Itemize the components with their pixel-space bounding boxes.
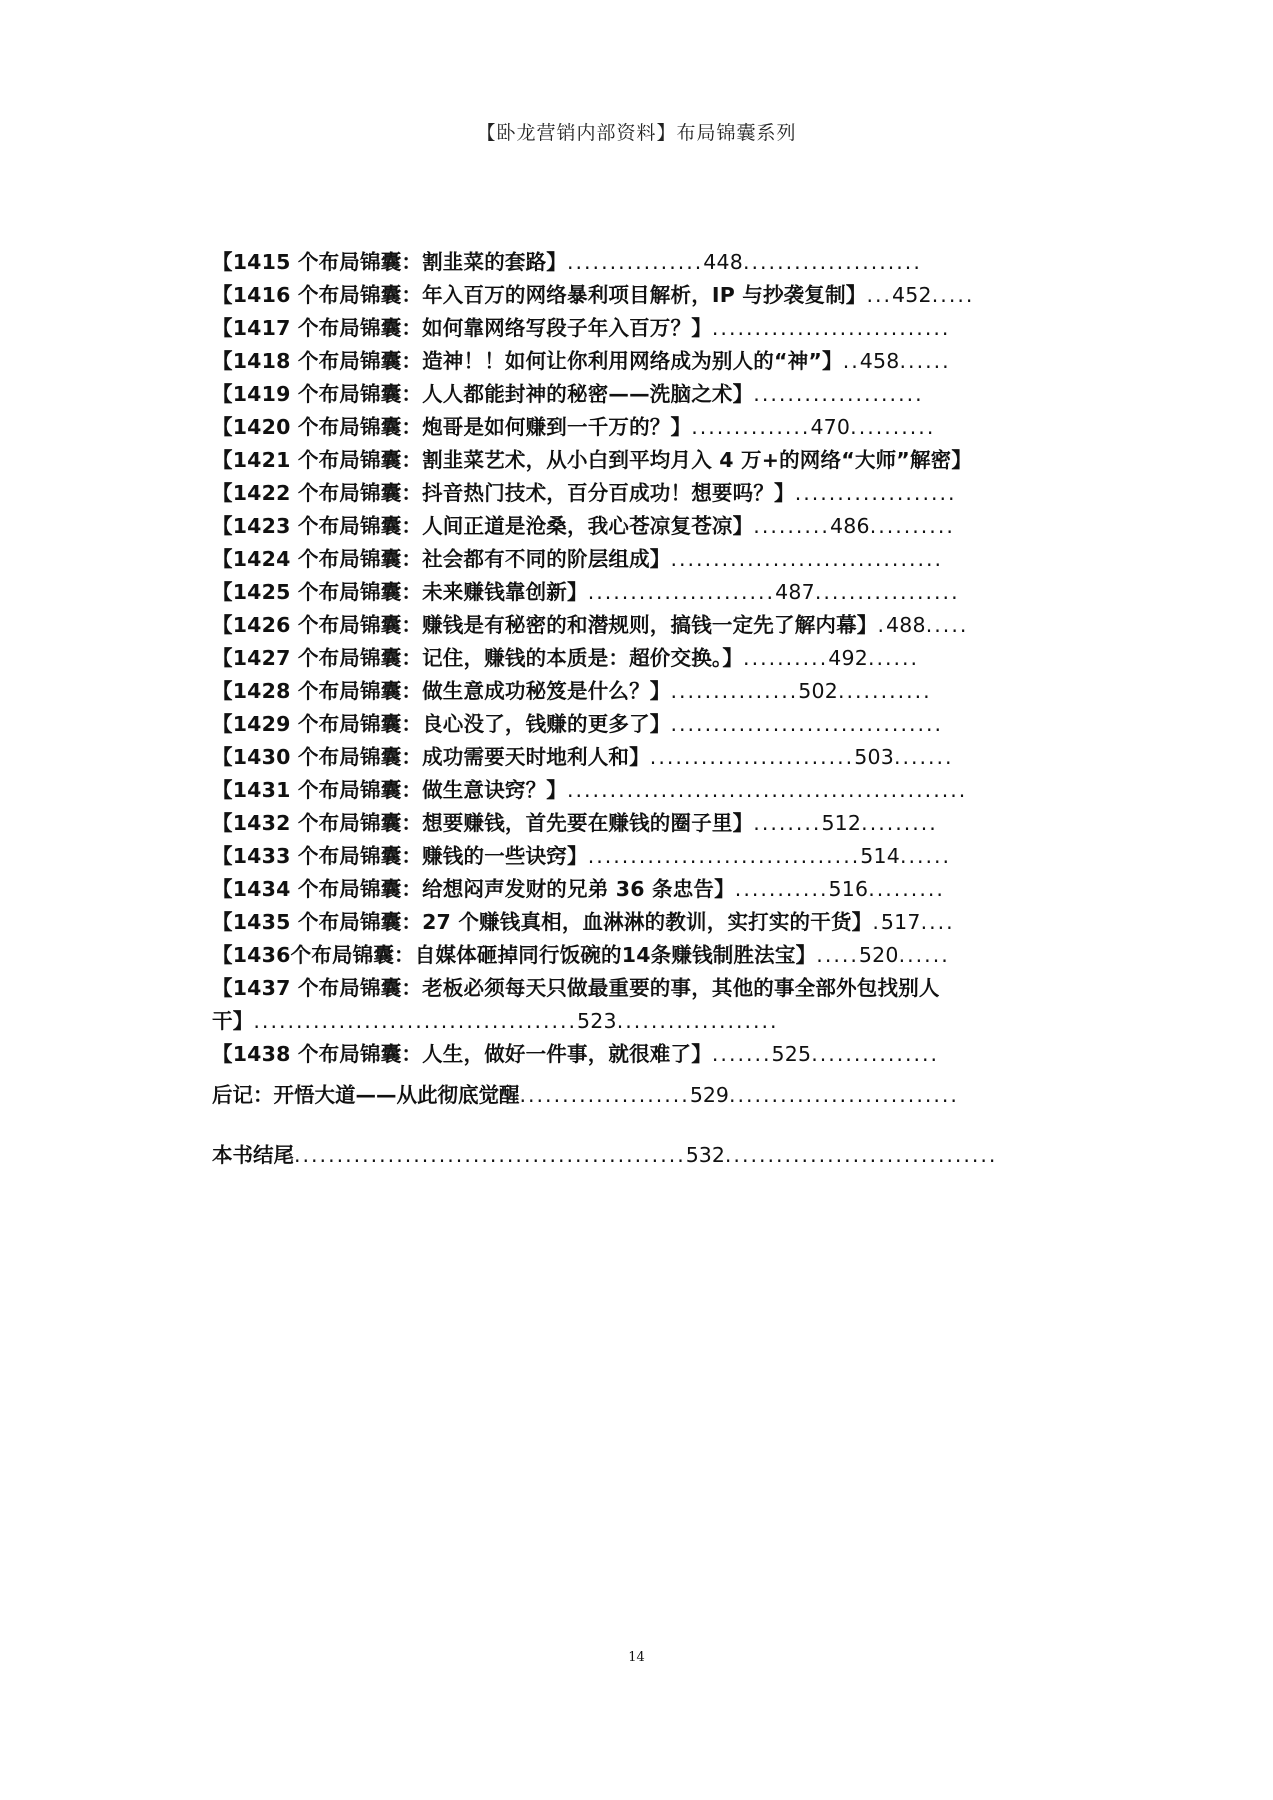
entry-page-number: 517 [880,910,921,934]
leader-dots: ......... [753,514,830,538]
entry-page-number: 514 [860,844,900,868]
leader-dots: ................................ [670,547,944,571]
leader-dots: . [877,613,887,637]
leader-dots: ............................ [711,316,951,340]
toc-entry [212,1038,1068,1071]
leader-dots: ........................ [649,745,855,769]
leader-dots: ......... [868,877,945,901]
toc-entry [212,840,1068,873]
entry-title: 【1433 个布局锦囊：赚钱的一些诀窍】 [212,844,588,868]
toc-entry [212,246,1068,279]
toc-entry [212,708,1068,741]
leader-dots: ...... [867,646,920,670]
entry-page-number: 488 [886,613,926,637]
toc-entry [212,444,1068,477]
leader-dots: ............................................... [567,778,968,802]
entry-title: 【1417 个布局锦囊：如何靠网络写段子年入百万？】 [212,316,712,340]
entry-page-number: 520 [858,943,899,967]
toc-entry [212,345,1068,378]
toc-entry [212,378,1068,411]
toc-entry [212,477,1068,510]
entry-title: 【1424 个布局锦囊：社会都有不同的阶层组成】 [212,547,671,571]
leader-dots: .................... [519,1083,690,1107]
leader-dots: ..... [931,283,975,307]
page-number: 14 [628,1650,645,1665]
toc-entry [212,972,1068,1005]
entry-title: 【1415 个布局锦囊：割韭菜的套路】 [212,250,567,274]
toc-entry [212,807,1068,840]
leader-dots: ................................ [670,712,944,736]
leader-dots: ........................... [728,1083,959,1107]
leader-dots: ........ [753,811,822,835]
leader-dots: ................... [794,481,957,505]
entry-title: 【1427 个布局锦囊：记住，赚钱的本质是：超价交换。】 [212,646,744,670]
leader-dots: ................... [616,1009,779,1033]
entry-title: 【1432 个布局锦囊：想要赚钱，首先要在赚钱的圈子里】 [212,811,754,835]
leader-dots: ..................... [743,250,922,274]
toc-entry [212,675,1068,708]
entry-title: 【1426 个布局锦囊：赚钱是有秘密的和潜规则，搞钱一定先了解内幕】 [212,613,878,637]
leader-dots: ...................................... [253,1009,578,1033]
entry-page-number: 525 [771,1042,812,1066]
leader-dots: . [872,910,881,934]
toc-entry [212,939,1068,972]
entry-title: 【1434 个布局锦囊：给想闷声发财的兄弟 36 条忠告】 [212,877,735,901]
entry-page-number: 470 [810,415,851,439]
entry-title: 【1420 个布局锦囊：炮哥是如何赚到一千万的？】 [212,415,692,439]
entry-title: 【1436个布局锦囊：自媒体砸掉同行饭碗的14条赚钱制胜法宝】 [212,943,817,967]
entry-page-number: 458 [859,349,900,373]
toc-entry [212,1005,1068,1038]
entry-page-number: 452 [892,283,932,307]
toc-entry [212,576,1068,609]
leader-dots: .............. [691,415,811,439]
entry-page-number: 448 [703,250,743,274]
entry-page-number: 487 [775,580,815,604]
table-of-contents [212,246,1068,1071]
leader-dots: ....... [893,745,954,769]
leader-dots: ..... [925,613,969,637]
toc-entry [212,543,1068,576]
entry-title: 【1416 个布局锦囊：年入百万的网络暴利项目解析，IP 与抄袭复制】 [212,283,867,307]
leader-dots: .. [842,349,860,373]
entry-title: 后记：开悟大道——从此彻底觉醒 [212,1083,520,1107]
entry-title: 干】 [212,1009,254,1033]
toc-ending-entry [212,1138,1068,1172]
entry-page-number: 529 [689,1083,729,1107]
leader-dots: .............................................. [294,1143,686,1167]
leader-dots: ..... [816,943,859,967]
toc-entry [212,411,1068,444]
leader-dots: ...... [899,844,952,868]
toc-entry [212,774,1068,807]
leader-dots: .......... [850,415,936,439]
entry-title: 【1425 个布局锦囊：未来赚钱靠创新】 [212,580,588,604]
entry-page-number: 486 [829,514,870,538]
leader-dots: ...... [898,943,950,967]
entry-title: 【1431 个布局锦囊：做生意诀窍？】 [212,778,567,802]
entry-title: 【1428 个布局锦囊：做生意成功秘笈是什么？】 [212,679,671,703]
entry-title: 【1435 个布局锦囊：27 个赚钱真相，血淋淋的教训，实打实的干货】 [212,910,873,934]
leader-dots: ................................ [724,1143,998,1167]
entry-page-number: 523 [577,1009,617,1033]
toc-entry [212,873,1068,906]
leader-dots: ...................... [587,580,776,604]
entry-page-number: 503 [854,745,894,769]
entry-title: 【1430 个布局锦囊：成功需要天时地利人和】 [212,745,650,769]
entry-title: 【1422 个布局锦囊：抖音热门技术，百分百成功！想要吗？】 [212,481,795,505]
leader-dots: ....... [711,1042,772,1066]
leader-dots: .................... [753,382,924,406]
leader-dots: ............... [811,1042,940,1066]
entry-page-number: 512 [821,811,862,835]
leader-dots: ...... [899,349,951,373]
entry-title: 本书结尾 [212,1143,294,1167]
entry-page-number: 502 [798,679,838,703]
leader-dots: ... [866,283,893,307]
leader-dots: ................................ [587,844,861,868]
running-header: 【卧龙营销内部资料】布局锦囊系列 [476,122,797,144]
entry-page-number: 516 [828,877,869,901]
entry-title: 【1429 个布局锦囊：良心没了，钱赚的更多了】 [212,712,671,736]
leader-dots: ......... [861,811,938,835]
leader-dots: ................ [567,250,704,274]
toc-entry [212,906,1068,939]
leader-dots: .... [920,910,955,934]
leader-dots: .......... [869,514,955,538]
toc-entry [212,642,1068,675]
toc-entry [212,312,1068,345]
entry-title: 【1438 个布局锦囊：人生，做好一件事，就很难了】 [212,1042,712,1066]
toc-entry [212,741,1068,774]
toc-entry [212,609,1068,642]
entry-page-number: 492 [828,646,868,670]
entry-title: 【1418 个布局锦囊：造神！！如何让你利用网络成为别人的“神”】 [212,349,843,373]
toc-entry [212,279,1068,312]
leader-dots: ........... [837,679,932,703]
leader-dots: ................. [814,580,960,604]
leader-dots: ............... [670,679,799,703]
entry-title: 【1419 个布局锦囊：人人都能封神的秘密——洗脑之术】 [212,382,754,406]
entry-page-number: 532 [685,1143,725,1167]
toc-afterword-entry [212,1078,1068,1112]
entry-title: 【1437 个布局锦囊：老板必须每天只做最重要的事，其他的事全部外包找别人 [212,976,940,1000]
entry-title: 【1423 个布局锦囊：人间正道是沧桑，我心苍凉复苍凉】 [212,514,754,538]
leader-dots: ........... [734,877,829,901]
toc-entry [212,510,1068,543]
leader-dots: .......... [743,646,829,670]
entry-title: 【1421 个布局锦囊：割韭菜艺术，从小白到平均月入 4 万+的网络“大师”解密】 [212,448,973,472]
